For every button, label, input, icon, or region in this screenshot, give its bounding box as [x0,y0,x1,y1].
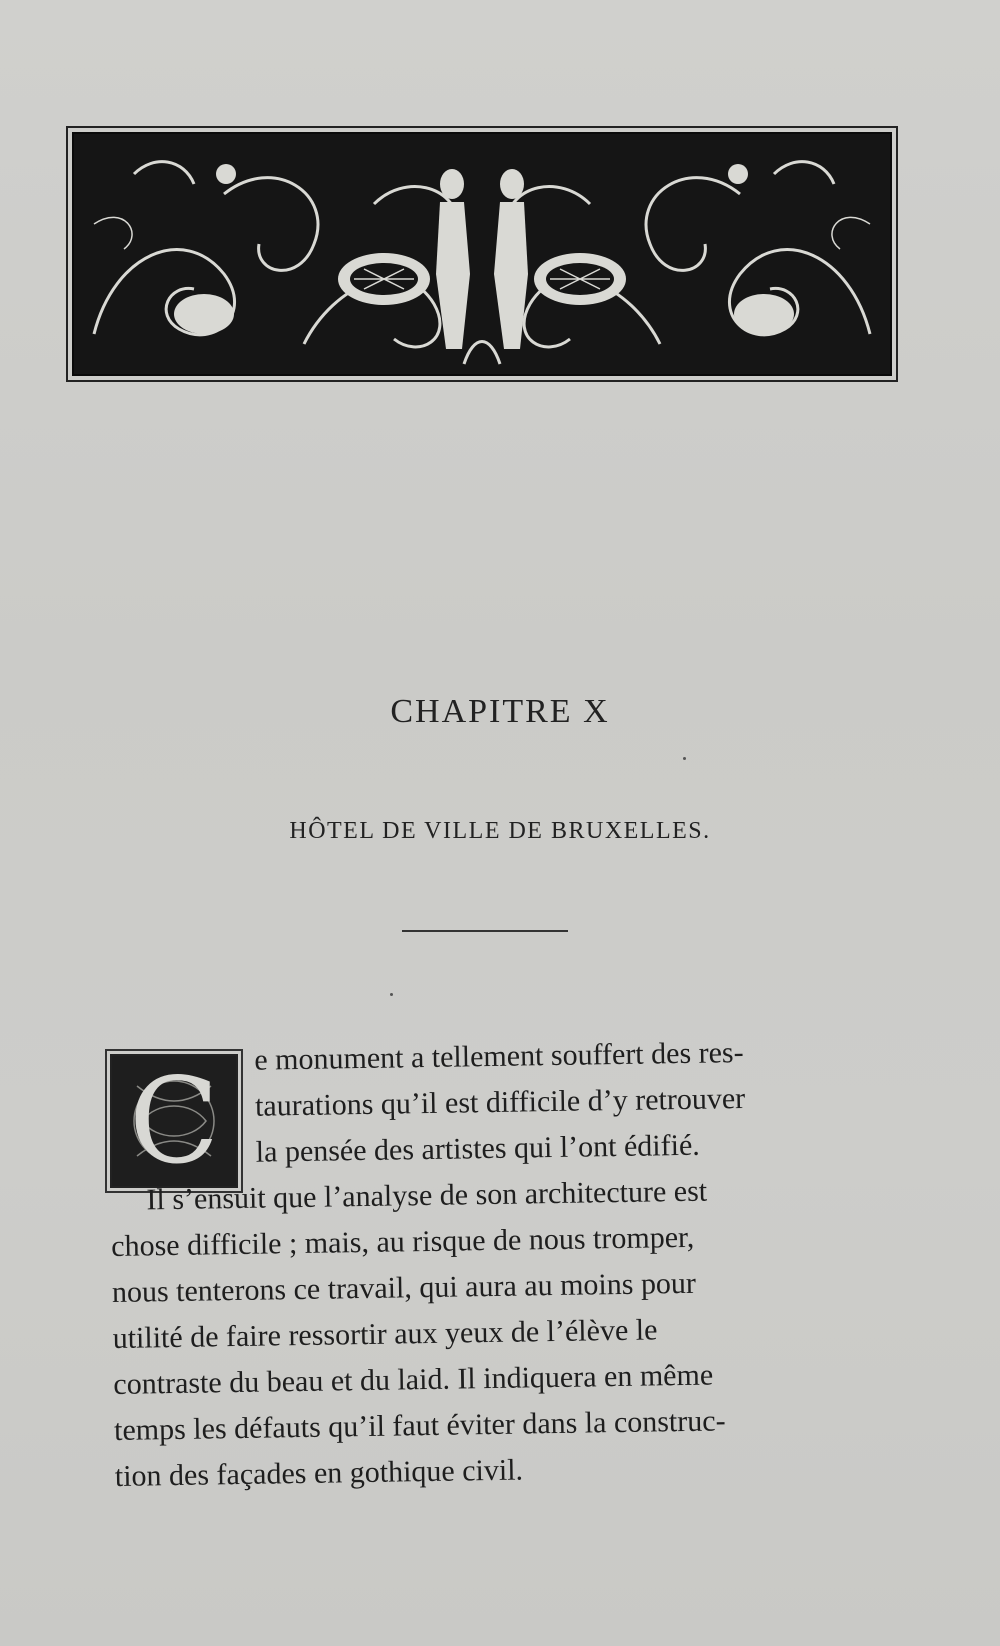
line-text: taurations qu’il est difficile d’y retrouver [254,1082,746,1123]
line-text: temps les défauts qu’il faut éviter dans la construc- [113,1404,726,1447]
ink-speck [390,993,393,996]
line-text: tion des façades en gothique civil. [114,1453,524,1493]
line-text: utilité de faire ressortir aux yeux de l’élève le [112,1313,658,1355]
chapter-subtitle: HÔTEL DE VILLE DE BRUXELLES. [289,818,711,844]
line-text: chose difficile ; mais, au risque de nous tromper, [110,1220,695,1263]
ink-speck [683,757,686,760]
chapter-title: CHAPITRE X [390,693,610,730]
line-text: la pensée des artistes qui l’ont édifié. [255,1128,701,1169]
line-text: Il s’ensuit que l’analyse de son architecture est [146,1174,708,1217]
dropcap-letter: C [128,1052,220,1190]
line-text: nous tenterons ce travail, qui aura au moins pour [111,1266,697,1309]
body-text [108,1028,857,1500]
decorative-headpiece-illustration [72,132,892,376]
section-divider-rule [402,930,568,932]
line-text: e monument a tellement souffert des res- [254,1036,744,1077]
line-text: contraste du beau et du laid. Il indiquera en même [113,1358,714,1401]
